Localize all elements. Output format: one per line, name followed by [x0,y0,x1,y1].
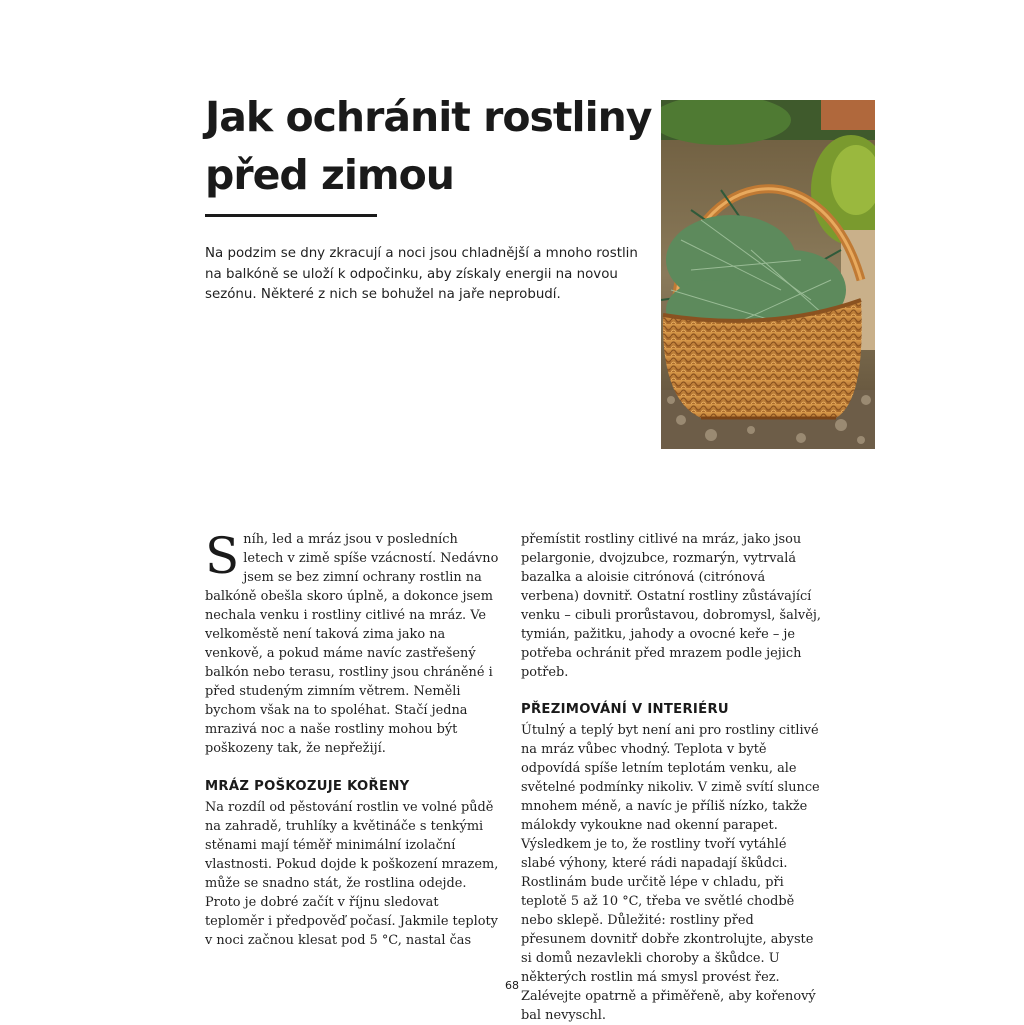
article-title [205,88,655,204]
text-column-right [521,530,821,1025]
title-underline [205,214,377,217]
basket-photo [661,100,875,449]
opening-paragraph [205,527,501,758]
frost-paragraph-text: Na rozdíl od pěstování rostlin ve volné půdě na zahradě, truhlíky a květináče s tenkými stěnami mají téměř minimální izolační vlastnosti. Pokud dojde k poškození mrazem, může se snadno stát, že rostlina odejde. Proto je dobré začít v říjnu sledovat teploměr i předpověď počasí. Jakmile teploty v noci začnou klesat pod 5 °C, nastal čas [205,800,499,948]
frost-paragraph [205,798,501,950]
opening-paragraph-text: níh, led a mráz jsou v posledních letech v zimě spíše vzácností. Nedávno jsem se bez zimní ochrany rostlin na balkóně obešla skoro úplně, a dokonce jsem nechala venku i rostliny citlivé na mráz. Ve velkoměstě není taková zima jako na venkově, a pokud máme navíc zastřešený balkón nebo terasu, rostliny jsou chráněné i před studeným zimním větrem. Neměli bychom však na to spoléhat. Stačí jedna mrazivá noc a naše rostliny mohou být poškozeny tak, že nepřežijí. [205,532,499,756]
title-line-2: před zimou [205,151,454,199]
title-line-1: Jak ochránit rostliny [205,93,652,141]
text-column-left [205,527,501,950]
section-heading-frost: MRÁZ POŠKOZUJE KOŘENY [205,779,410,794]
drop-cap: S [205,527,240,585]
section-heading-interior: PŘEZIMOVÁNÍ V INTERIÉRU [521,702,729,717]
page-number: 68 [505,979,519,992]
wicker-basket-icon [661,100,875,449]
frost-paragraph-continued: přemístit rostliny citlivé na mráz, jako jsou pelargonie, dvojzubce, rozmarýn, vytrvalá bazalka a aloisie citrónová (citrónová verbena) dovnitř. Ostatní rostliny zůstávající venku – cibuli prorůstavou, dobromysl, šalvěj, tymián, pažitku, jahody a ovocné keře – je potřeba ochránit před mrazem podle jejich potřeb. [521,532,821,680]
interior-paragraph: Útulný a teplý byt není ani pro rostliny citlivé na mráz vůbec vhodný. Teplota v bytě odpovídá spíše letním teplotám venku, ale světelné podmínky nikoliv. V zimě svítí slunce mnohem méně, a navíc je příliš nízko, takže málokdy vykoukne nad okenní parapet. Výsledkem je to, že rostliny tvoří vytáhlé slabé výhony, které rádi napadají škůdci. [521,723,820,871]
cool-storage-paragraph: Rostlinám bude určitě lépe v chladu, při teplotě 5 až 10 °C, třeba ve světlé chodbě nebo sklepě. Důležité: rostliny před přesunem dovnitř dobře zkontrolujte, abyste si domů nezavlekli choroby a škůdce. U některých rostlin má smysl provést řez. Zalévejte opatrně a přiměřeně, aby kořenový bal nevyschl. [521,875,816,1023]
intro-paragraph: Na podzim se dny zkracují a noci jsou chladnější a mnoho rostlin na balkóně se uloží k odpočinku, aby získaly energii na novou sezónu. Některé z nich se bohužel na jaře neprobudí. [205,246,638,302]
